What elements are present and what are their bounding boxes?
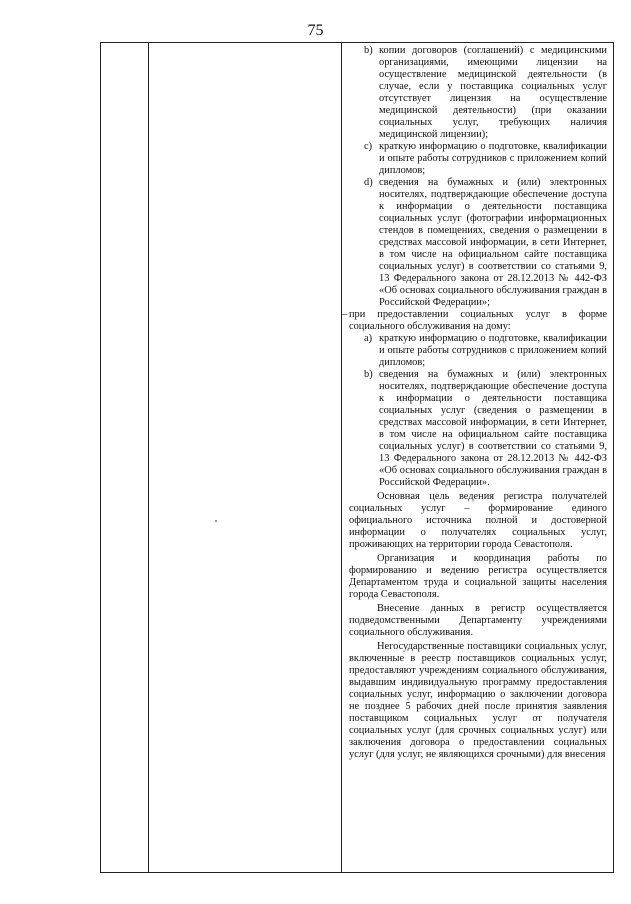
paragraph: Организация и координация работы по формированию и ведению регистра осуществляется Департаментом труда и социальной защиты населения города Севастополя. [349, 553, 607, 600]
column-divider-1 [148, 43, 149, 872]
item-text: сведения на бумажных и (или) электронных носителях, подтверждающие обеспечение доступа к информации о деятельности поставщика социальных услуг (фотографии информационных стендов в помещениях, сведения о размещении в средствах массовой информации, в сети Интернет, в том числе на официальном сайте поставщика социальных услуг) в соответствии со статьями 9, 13 Федерального закона от 28.12.2013 № 442-ФЗ «Об основах социального обслуживания граждан в Российской Федерации»; [379, 177, 607, 308]
list-item-b [349, 45, 607, 141]
item-text: сведения на бумажных и (или) электронных носителях, подтверждающие обеспечение доступа к информации о деятельности поставщика социальных услуг (сведения о размещении в средствах массовой информации, в сети Интернет, в том числе на официальном сайте поставщика социальных услуг) в соответствии со статьями 9, 13 Федерального закона от 28.12.2013 № 442-ФЗ «Об основах социального обслуживания граждан в Российской Федерации». [379, 369, 607, 488]
paragraph: Основная цель ведения регистра получателей социальных услуг – формирование единого официального источника полной и достоверной информации о получателях социальных услуг, проживающих на территории города Севастополя. [349, 491, 607, 550]
list-item-a [349, 333, 607, 369]
list-item-d [349, 177, 607, 309]
column-divider-2 [341, 43, 342, 872]
table-frame [100, 42, 614, 873]
dash-marker: – [342, 309, 348, 320]
item-marker: c) [364, 141, 373, 152]
item-marker: b) [364, 369, 373, 380]
item-text: краткую информацию о подготовке, квалификации и опыте работы сотрудников с приложением копий дипломов; [379, 141, 607, 176]
paragraph: Внесение данных в регистр осуществляется подведомственными Департаменту учреждениями социального обслуживания. [349, 603, 607, 638]
dash-text: при предоставлении социальных услуг в форме социального обслуживания на дому: [349, 309, 607, 332]
paragraph: Негосударственные поставщики социальных услуг, включенные в реестр поставщиков социальных услуг, предоставляют учреждениям социального обслуживания, выдавшим индивидуальную программу предоставления социальных услуг, информацию о заключении договора не позднее 5 рабочих дней после принятия заявления поставщиком социальных услуг от получателя социальных услуг (для срочных социальных услуг) или заключения договора о предоставлении социальных услуг (для услуг, не являющихся срочными) для внесения [349, 641, 607, 760]
dash-item [342, 309, 607, 333]
item-marker: d) [364, 177, 373, 188]
list-item-b-second [349, 369, 607, 489]
item-text: копии договоров (соглашений) с медицинскими организациями, имеющими лицензии на осуществление медицинской деятельности (в случае, если у поставщика социальных услуг отсутствует лицензия на осуществление медицинской деятельности) (при оказании социальных услуг, требующих наличия медицинской лицензии); [379, 45, 607, 140]
item-text: краткую информацию о подготовке, квалификации и опыте работы сотрудников с приложением копий дипломов; [379, 333, 607, 368]
scan-speck [215, 520, 217, 522]
item-marker: a) [364, 333, 373, 344]
content-column [342, 45, 607, 761]
list-item-c [349, 141, 607, 177]
page-number: 75 [307, 22, 324, 39]
item-marker: b) [364, 45, 373, 56]
